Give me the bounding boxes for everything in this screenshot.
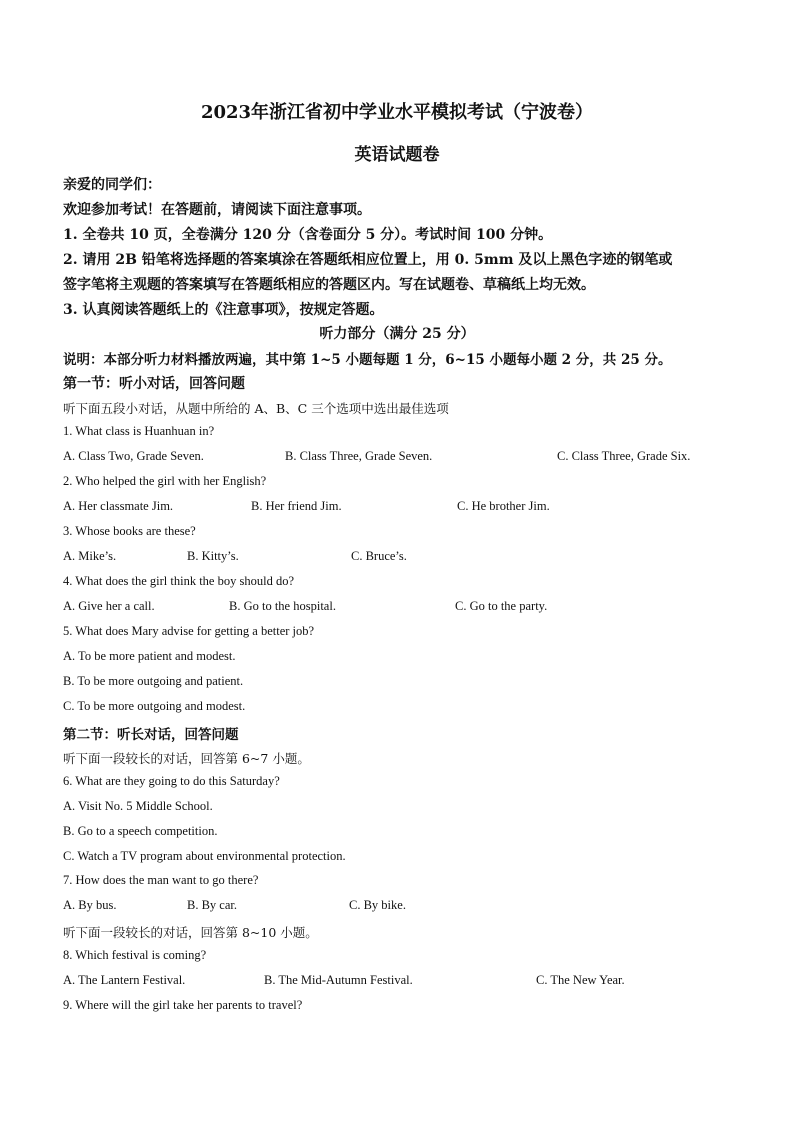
question-1: 1. What class is Huanhuan in? [63, 424, 215, 438]
q8-option-c: C. The New Year. [536, 973, 625, 987]
section-2-title: 第二节：听长对话，回答问题 [63, 727, 239, 743]
q7-option-c: C. By bike. [349, 898, 406, 912]
greeting: 亲爱的同学们： [63, 177, 161, 193]
q6-option-c: C. Watch a TV program about environmental protection. [63, 849, 346, 863]
q7-option-a: A. By bus. [63, 898, 117, 912]
q5-option-c: C. To be more outgoing and modest. [63, 699, 246, 713]
q6-option-a: A. Visit No. 5 Middle School. [63, 799, 213, 813]
section-1-title: 第一节：听小对话，回答问题 [63, 376, 245, 392]
q2-option-b: B. Her friend Jim. [251, 499, 342, 513]
q4-option-a: A. Give her a call. [63, 599, 155, 613]
listening-heading: 听力部分（满分 25 分） [319, 326, 475, 342]
q1-option-a: A. Class Two, Grade Seven. [63, 449, 204, 463]
q2-option-a: A. Her classmate Jim. [63, 499, 174, 513]
q3-option-b: B. Kitty’s. [187, 549, 239, 563]
exam-title: 2023年浙江省初中学业水平模拟考试（宁波卷） [200, 102, 594, 123]
q4-option-c: C. Go to the party. [455, 599, 548, 613]
q3-option-a: A. Mike’s. [63, 549, 117, 563]
section-2-instruction-1: 听下面一段较长的对话，回答第 6~7 小题。 [63, 751, 310, 766]
question-9: 9. Where will the girl take her parents to travel? [63, 998, 303, 1012]
q2-option-c: C. He brother Jim. [457, 499, 550, 513]
q3-option-c: C. Bruce’s. [351, 549, 407, 563]
rule-2-line-2: 签字笔将主观题的答案填写在答题纸相应的答题区内。写在试题卷、草稿纸上均无效。 [63, 277, 595, 293]
q8-option-a: A. The Lantern Festival. [63, 973, 186, 987]
rule-1: 1. 全卷共 10 页，全卷满分 120 分（含卷面分 5 分）。考试时间 100 分钟。 [63, 227, 553, 243]
question-5: 5. What does Mary advise for getting a better job? [63, 624, 315, 638]
q8-option-b: B. The Mid-Autumn Festival. [264, 973, 413, 987]
question-2: 2. Who helped the girl with her English? [63, 474, 267, 488]
rule-3: 3. 认真阅读答题纸上的《注意事项》，按规定答题。 [63, 302, 384, 318]
question-8: 8. Which festival is coming? [63, 948, 207, 962]
welcome-line: 欢迎参加考试！在答题前，请阅读下面注意事项。 [63, 202, 371, 218]
question-6: 6. What are they going to do this Saturday? [63, 774, 280, 788]
q5-option-a: A. To be more patient and modest. [63, 649, 236, 663]
q1-option-c: C. Class Three, Grade Six. [557, 449, 691, 463]
q5-option-b: B. To be more outgoing and patient. [63, 674, 244, 688]
q4-option-b: B. Go to the hospital. [229, 599, 336, 613]
question-4: 4. What does the girl think the boy should do? [63, 574, 294, 588]
q6-option-b: B. Go to a speech competition. [63, 824, 218, 838]
question-7: 7. How does the man want to go there? [63, 873, 259, 887]
question-3: 3. Whose books are these? [63, 524, 196, 538]
q1-option-b: B. Class Three, Grade Seven. [285, 449, 433, 463]
exam-subtitle: 英语试题卷 [354, 145, 440, 165]
listening-explanation: 说明：本部分听力材料播放两遍，其中第 1~5 小题每题 1 分，6~15 小题每小题 2 分，共 25 分。 [63, 352, 672, 368]
section-2-instruction-2: 听下面一段较长的对话，回答第 8~10 小题。 [63, 925, 318, 940]
q7-option-b: B. By car. [187, 898, 237, 912]
section-1-instruction: 听下面五段小对话，从题中所给的 A、B、C 三个选项中选出最佳选项 [63, 401, 449, 416]
rule-2-line-1: 2. 请用 2B 铅笔将选择题的答案填涂在答题纸相应位置上，用 0. 5mm 及以上黑色字迹的钢笔或 [63, 252, 673, 268]
